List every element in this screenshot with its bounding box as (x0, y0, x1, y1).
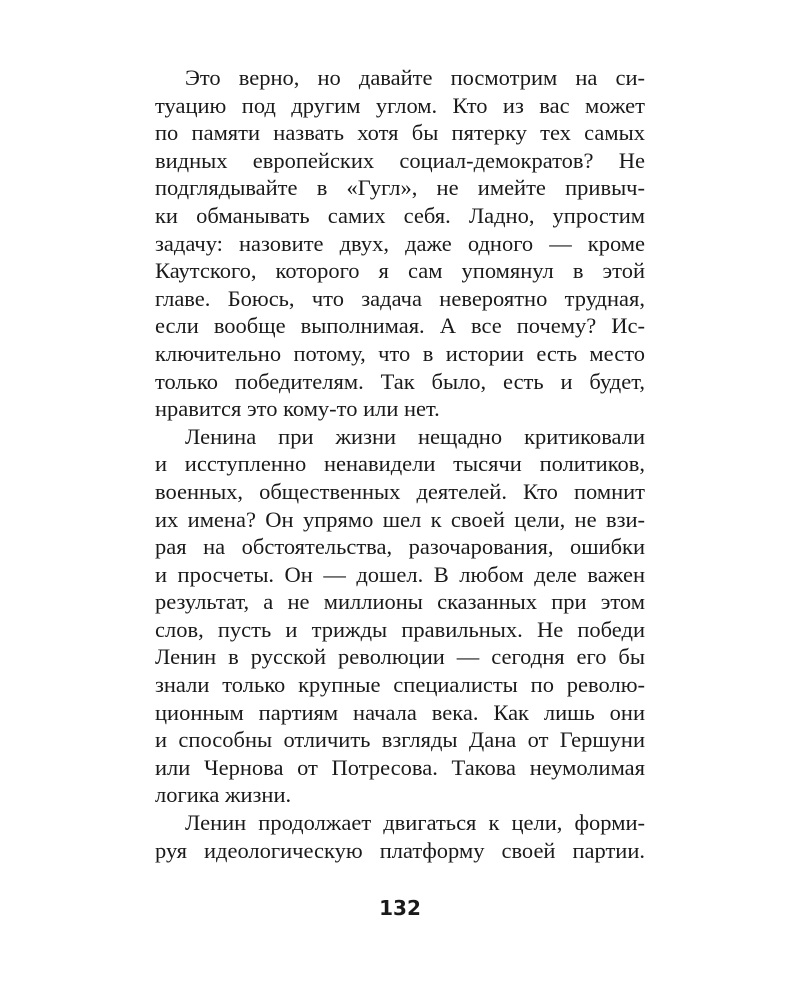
text-line: Это верно, но давайте посмотрим на си- (185, 65, 645, 90)
paragraph-1 (155, 64, 645, 423)
text-line: Ленин продолжает двигаться к цели, форми- (185, 810, 645, 836)
text-line: подглядывайте в «Гугл», не имейте привыч- (155, 175, 645, 201)
text-line: главе. Боюсь, что задача невероятно трудная, (155, 285, 645, 311)
text-line: и исступленно ненавидели тысячи политиков, (155, 451, 645, 477)
text-line: Ленин в русской революции — сегодня его бы (155, 644, 645, 670)
text-line: ционным партиям начала века. Как лишь они (155, 699, 645, 725)
text-line: слов, пусть и трижды правильных. Не победи (155, 616, 645, 642)
text-line: их имена? Он упрямо шел к своей цели, не взи- (155, 506, 645, 532)
paragraph-2 (155, 423, 645, 809)
text-line: и способны отличить взгляды Дана от Гершуни (155, 727, 645, 753)
text-line: нравится это кому-то или нет. (155, 396, 440, 422)
text-line: военных, общественных деятелей. Кто помнит (155, 478, 645, 504)
body-text (155, 64, 645, 864)
text-line: Ленина при жизни нещадно критиковали (185, 423, 645, 449)
text-line: ключительно потому, что в истории есть место (155, 340, 645, 366)
text-line: задачу: назовите двух, даже одного — кроме (155, 230, 645, 256)
text-line: логика жизни. (155, 782, 292, 808)
text-line: Каутского, которого я сам упомянул в этой (155, 258, 645, 284)
text-line: туацию под другим углом. Кто из вас может (155, 92, 645, 118)
text-line: руя идеологическую платформу своей партии. (155, 837, 645, 863)
text-line: или Чернова от Потресова. Такова неумолимая (155, 754, 645, 780)
page-number: 132 (379, 896, 421, 920)
text-line: только победителям. Так было, есть и будет, (155, 368, 645, 394)
text-line: знали только крупные специалисты по револю- (155, 672, 645, 698)
text-line: ки обманывать самих себя. Ладно, упростим (155, 202, 645, 228)
text-line: рая на обстоятельства, разочарования, ошибки (155, 534, 645, 560)
text-line: если вообще выполнимая. А все почему? Ис- (155, 313, 645, 339)
text-line: по памяти назвать хотя бы пятерку тех самых (155, 120, 645, 146)
text-line: результат, а не миллионы сказанных при этом (155, 589, 645, 615)
text-line: и просчеты. Он — дошел. В любом деле важен (155, 561, 645, 587)
text-line: видных европейских социал-демократов? Не (155, 147, 645, 173)
paragraph-3 (155, 809, 645, 864)
